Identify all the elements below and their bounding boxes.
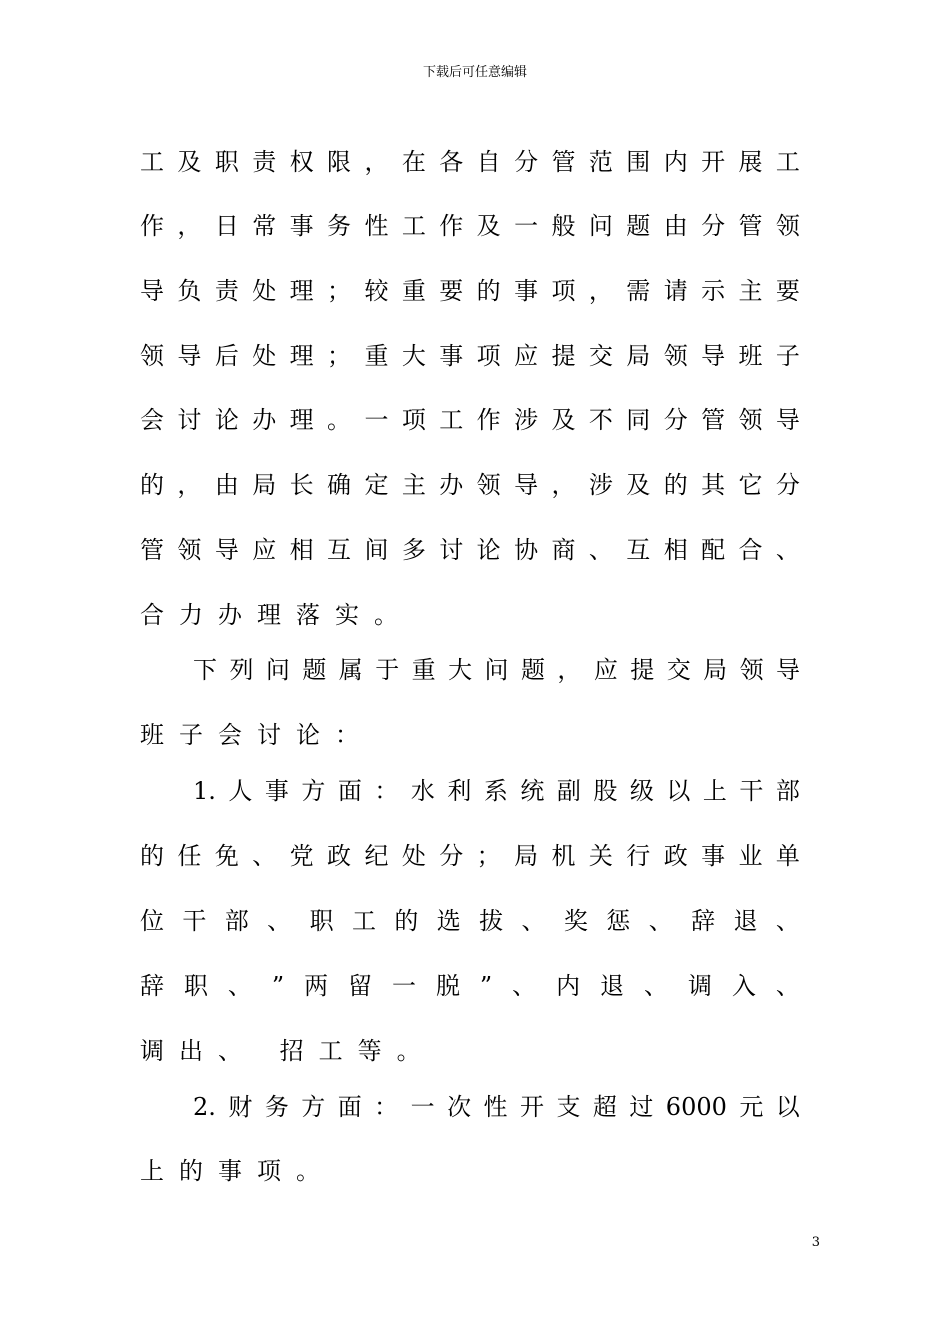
paragraph-first-line: 下 列 问 题 属 于 重 大 问 题 ， 应 提 交 局 领 导 [193, 656, 800, 684]
body-line: 工 及 职 责 权 限 ， 在 各 自 分 管 范 围 内 开 展 工 [140, 148, 800, 176]
body-line: 调出、 招工等。 [140, 1037, 436, 1065]
body-line: 的 任 免 、 党 政 纪 处 分 ； 局 机 关 行 政 事 业 单 [140, 842, 800, 870]
page-header: 下载后可任意编辑 [422, 65, 527, 80]
body-line: 上的事项。 [140, 1157, 335, 1185]
list-item-first-line: 1. 人 事 方 面 ： 水 利 系 统 副 股 级 以 上 干 部 [193, 777, 800, 805]
body-line: 领 导 后 处 理 ； 重 大 事 项 应 提 交 局 领 导 班 子 [140, 342, 800, 370]
body-line: 会 讨 论 办 理 。 一 项 工 作 涉 及 不 同 分 管 领 导 [140, 406, 800, 434]
body-line: 的 ， 由 局 长 确 定 主 办 领 导 ， 涉 及 的 其 它 分 [140, 471, 800, 499]
body-line: 合力办理落实。 [140, 601, 413, 629]
body-line: 导 负 责 处 理 ； 较 重 要 的 事 项 ， 需 请 示 主 要 [140, 277, 800, 305]
body-line: 班子会讨论： [140, 721, 374, 749]
body-line: 管 领 导 应 相 互 间 多 讨 论 协 商 、 互 相 配 合 、 [140, 536, 800, 564]
list-item-first-line: 2. 财 务 方 面 ： 一 次 性 开 支 超 过 6000 元 以 [193, 1093, 800, 1121]
body-line: 作 ， 日 常 事 务 性 工 作 及 一 般 问 题 由 分 管 领 [140, 212, 800, 240]
body-line: 位 干 部 、 职 工 的 选 拔 、 奖 惩 、 辞 退 、 [140, 907, 800, 935]
body-line: 辞 职 、 ” 两 留 一 脱 ” 、 内 退 、 调 入 、 [140, 972, 800, 1000]
page-number: 3 [811, 1235, 820, 1250]
